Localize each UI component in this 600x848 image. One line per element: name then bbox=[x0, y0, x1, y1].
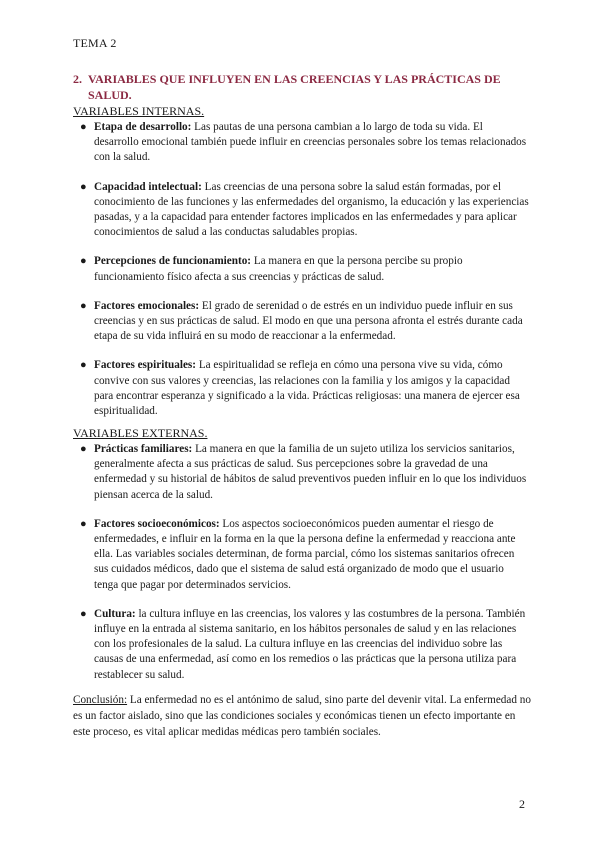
item-text: La espiritualidad se refleja en cómo una persona vive su vida, cómo convive con sus valores y creencias, las relaciones con la familia y los amigos y la capacidad para encontrar esperanza y significado a la vida. Prácticas religiosas: una manera de ejercer esa espiritualidad. bbox=[94, 359, 520, 418]
item-text: La manera en que la familia de un sujeto utiliza los servicios sanitarios, generalmente afecta a sus prácticas de salud. Sus percepciones sobre la gravedad de una enfermedad y su historial de hábitos de salud preventivos pueden influir en lo que los individuos piensan acerca de la salud. bbox=[94, 443, 527, 501]
internal-variables-list bbox=[80, 120, 530, 419]
item-term: Percepciones de funcionamiento: bbox=[94, 255, 252, 268]
item-text: Los aspectos socioeconómicos pueden aumentar el riesgo de enfermedades, e influir en la forma en la que la persona define la enfermedad y reacciona ante ella. Las variables sociales determinan, de forma parcial, cómo los sistemas sanitarios ofrecen sus cuidados médicos, dado que el sistema de salud está organizado de modo que el usuario tenga que pagar por determinados servicios. bbox=[94, 517, 516, 591]
item-text: Las creencias de una persona sobre la salud están formadas, por el conocimiento de las funciones y las enfermedades del organismo, la educación y las experiencias pasadas, y a la capacidad para entender factores implicados en las enfermedades y para aplicar conocimientos de salud a las conductas saludables propias. bbox=[94, 180, 529, 239]
item-text: La manera en que la persona percibe su propio funcionamiento físico afecta a sus creencias y prácticas de salud. bbox=[94, 255, 463, 283]
section-heading bbox=[73, 71, 543, 103]
list-item bbox=[80, 442, 530, 503]
item-text: Las pautas de una persona cambian a lo largo de toda su vida. El desarrollo emocional también puede influir en creencias personales sobre los temas relacionados con la salud. bbox=[94, 121, 527, 164]
internal-variables-label: VARIABLES INTERNAS. bbox=[73, 104, 205, 118]
list-item bbox=[80, 120, 530, 166]
list-item bbox=[80, 254, 530, 284]
item-term: Factores espirituales: bbox=[94, 359, 197, 372]
section-title: VARIABLES QUE INFLUYEN EN LAS CREENCIAS Y LAS PRÁCTICAS DE SALUD. bbox=[88, 72, 501, 102]
bullet-icon: ● bbox=[80, 359, 87, 372]
document-header: TEMA 2 bbox=[73, 36, 117, 50]
list-item bbox=[80, 358, 530, 419]
section-number: 2. bbox=[73, 72, 82, 86]
bullet-icon: ● bbox=[80, 607, 87, 620]
item-term: Prácticas familiares: bbox=[94, 443, 193, 455]
list-item bbox=[80, 517, 530, 593]
conclusion-text: La enfermedad no es el antónimo de salud, sino parte del devenir vital. La enfermedad no es un factor aislado, sino que las condiciones sociales y económicas tienen un efecto importante en este proceso, es vital aplicar medidas médicas pero también sociales. bbox=[73, 694, 531, 738]
bullet-icon: ● bbox=[80, 180, 87, 193]
list-item bbox=[80, 180, 530, 241]
conclusion-label: Conclusión: bbox=[73, 694, 128, 706]
item-text: la cultura influye en las creencias, los valores y las costumbres de la persona. También influye en la entrada al sistema sanitario, en los hábitos personales de salud y en las relaciones con los profesionales de la salud. La cultura influye en las creencias del individuo sobre las causas de una enfermedad, así como en los remedios o las prácticas que la persona utiliza para restablecer su salud. bbox=[94, 607, 526, 681]
page-number: 2 bbox=[519, 797, 525, 811]
external-variables-label: VARIABLES EXTERNAS. bbox=[73, 426, 208, 440]
bullet-icon: ● bbox=[80, 299, 87, 312]
list-item bbox=[80, 299, 530, 345]
bullet-icon: ● bbox=[80, 121, 87, 133]
item-text: El grado de serenidad o de estrés en un individuo puede influir en sus creencias y en sus prácticas de salud. El modo en que una persona afronta el estrés durante cada etapa de su vida influirá en su modo de reaccionar a la enfermedad. bbox=[94, 299, 523, 343]
bullet-icon: ● bbox=[80, 517, 87, 530]
bullet-icon: ● bbox=[80, 255, 87, 268]
item-term: Factores emocionales: bbox=[94, 299, 200, 312]
item-term: Etapa de desarrollo: bbox=[94, 121, 192, 133]
list-item bbox=[80, 607, 530, 683]
conclusion-paragraph bbox=[73, 693, 531, 740]
bullet-icon: ● bbox=[80, 443, 87, 455]
item-term: Factores socioeconómicos: bbox=[94, 517, 220, 530]
item-term: Capacidad intelectual: bbox=[94, 180, 202, 193]
item-term: Cultura: bbox=[94, 607, 136, 620]
external-variables-list bbox=[80, 442, 530, 683]
